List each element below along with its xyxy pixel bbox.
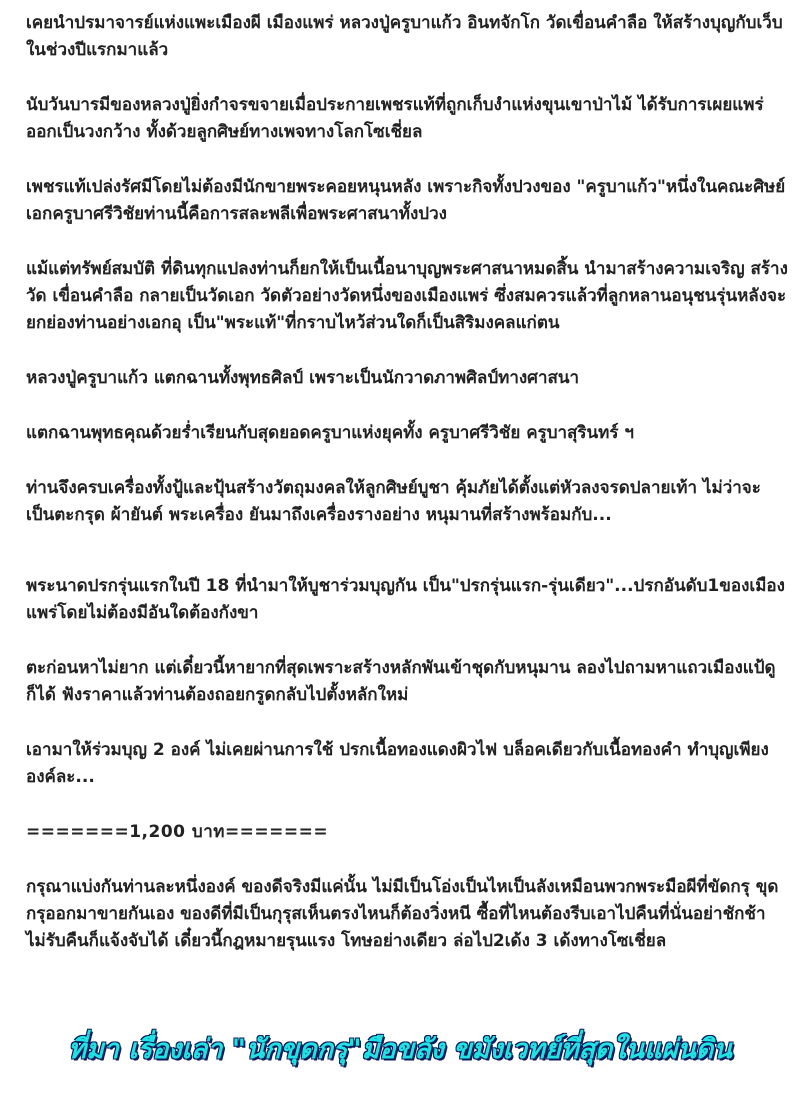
paragraph-5: หลวงปู่ครูบาแก้ว แตกฉานทั้งพุทธศิลป์ เพราะเป็นนักวาดภาพศิลป์ทางศาสนา (26, 368, 580, 388)
source-footer-caption: ที่มา เรื่องเล่า "นักขุดกรุ"มือขลัง ขมังเวทย์ที่สุดในแผ่นดิน (68, 1034, 732, 1065)
paragraph-8: พระนาดปรกรุ่นแรกในปี 18 ที่นำมาให้บูชาร่วมบุญกัน เป็น"ปรกรุ่นแรก-รุ่นเดียว"...ปรกอันดับ1ของเมืองแพร่โดยไม่ต้องมีอันใดต้องกังขา (26, 576, 785, 623)
article-body (26, 10, 788, 983)
closing-paragraph: กรุณาแบ่งกันท่านละหนึ่งองค์ ของดีจริงมีแค่นั้น ไม่มีเป็นโอ่งเป็นไหเป็นลังเหมือนพวกพระมือผีที่ขัดกรุ ขุดกรุออกมาขายกันเอง ของดีที่มีเป็นกุรุสเห็นตรงไหนก็ต้องวิ่งหนี ซื้อที่ไหนต้องรีบเอาไปคืนที่นั่นอย่าชักช้า ไม่รับคืนก็แจ้งจับได้ เดี๋ยวนี้กฎหมายรุนแรง โทษอย่างเดียว ล่อไป2เด้ง 3 เด้งทางโซเชี่ยล (26, 877, 779, 951)
paragraph-4: แม้แต่ทรัพย์สมบัติ ที่ดินทุกแปลงท่านก็ยกให้เป็นเนื้อนาบุญพระศาสนาหมดสิ้น นำมาสร้างความเจริญ สร้างวัด เขื่อนคำลือ กลายเป็นวัดเอก วัดตัวอย่างวัดหนึ่งของเมืองแพร่ ซึ่งสมควรแล้วที่ลูกหลานอนุชนรุ่นหลังจะยกย่องท่านอย่างเอกอุ เป็น"พระแท้"ที่กราบไหว้ส่วนใดก็เป็นสิริมงคลแก่ตน (26, 259, 788, 333)
paragraph-6: แตกฉานพุทธคุณด้วยร่ำเรียนกับสุดยอดครูบาแห่งยุคทั้ง ครูบาศรีวิชัย ครูบาสุรินทร์ ฯ (26, 423, 634, 443)
price-line: =======1,200 บาท======= (26, 822, 329, 842)
paragraph-2: นับวันบารมีของหลวงปู่ยิ่งกำจรขจายเมื่อประกายเพชรแท้ที่ถูกเก็บงำแห่งขุนเขาป่าไม้ ได้รับการเผยแพร่ออกเป็นวงกว้าง ทั้งด้วยลูกศิษย์ทางเพจทางโลกโซเชี่ยล (26, 95, 764, 142)
paragraph-1: เคยนำปรมาจารย์แห่งแพะเมืองผี เมืองแพร่ หลวงปู่ครูบาแก้ว อินทจักโก วัดเขื่อนคำลือ ให้สร้างบุญกับเว็บในช่วงปีแรกมาแล้ว (26, 13, 783, 60)
paragraph-10: เอามาให้ร่วมบุญ 2 องค์ ไม่เคยผ่านการใช้ ปรกเนื้อทองแดงผิวไฟ บล็อคเดียวกับเนื้อทองคำ ทำบุญเพียงองค์ละ... (26, 740, 769, 787)
paragraph-9: ตะก่อนหาไม่ยาก แต่เดี๋ยวนี้หายากที่สุดเพราะสร้างหลักพันเข้าชุดกับหนุมาน ลองไปถามหาแถวเมืองแป้ดูก็ได้ ฟังราคาแล้วท่านต้องถอยกรูดกลับไปตั้งหลักใหม่ (26, 658, 776, 705)
paragraph-3: เพชรแท้เปล่งรัศมีโดยไม่ต้องมีนักขายพระคอยหนุนหลัง เพราะกิจทั้งปวงของ "ครูบาแก้ว"หนึ่งในคณะศิษย์เอกครูบาศรีวิชัยท่านนี้คือการสละพลีเพื่อพระศาสนาทั้งปวง (26, 177, 786, 224)
paragraph-7: ท่านจึงครบเครื่องทั้งปู้และปุ้นสร้างวัตถุมงคลให้ลูกศิษย์บูชา คุ้มภัยได้ตั้งแต่หัวลงจรดปลายเท้า ไม่ว่าจะเป็นตะกรุด ผ้ายันต์ พระเครื่อง ยันมาถึงเครื่องรางอย่าง หนุมานที่สร้างพร้อมกับ... (26, 478, 761, 525)
